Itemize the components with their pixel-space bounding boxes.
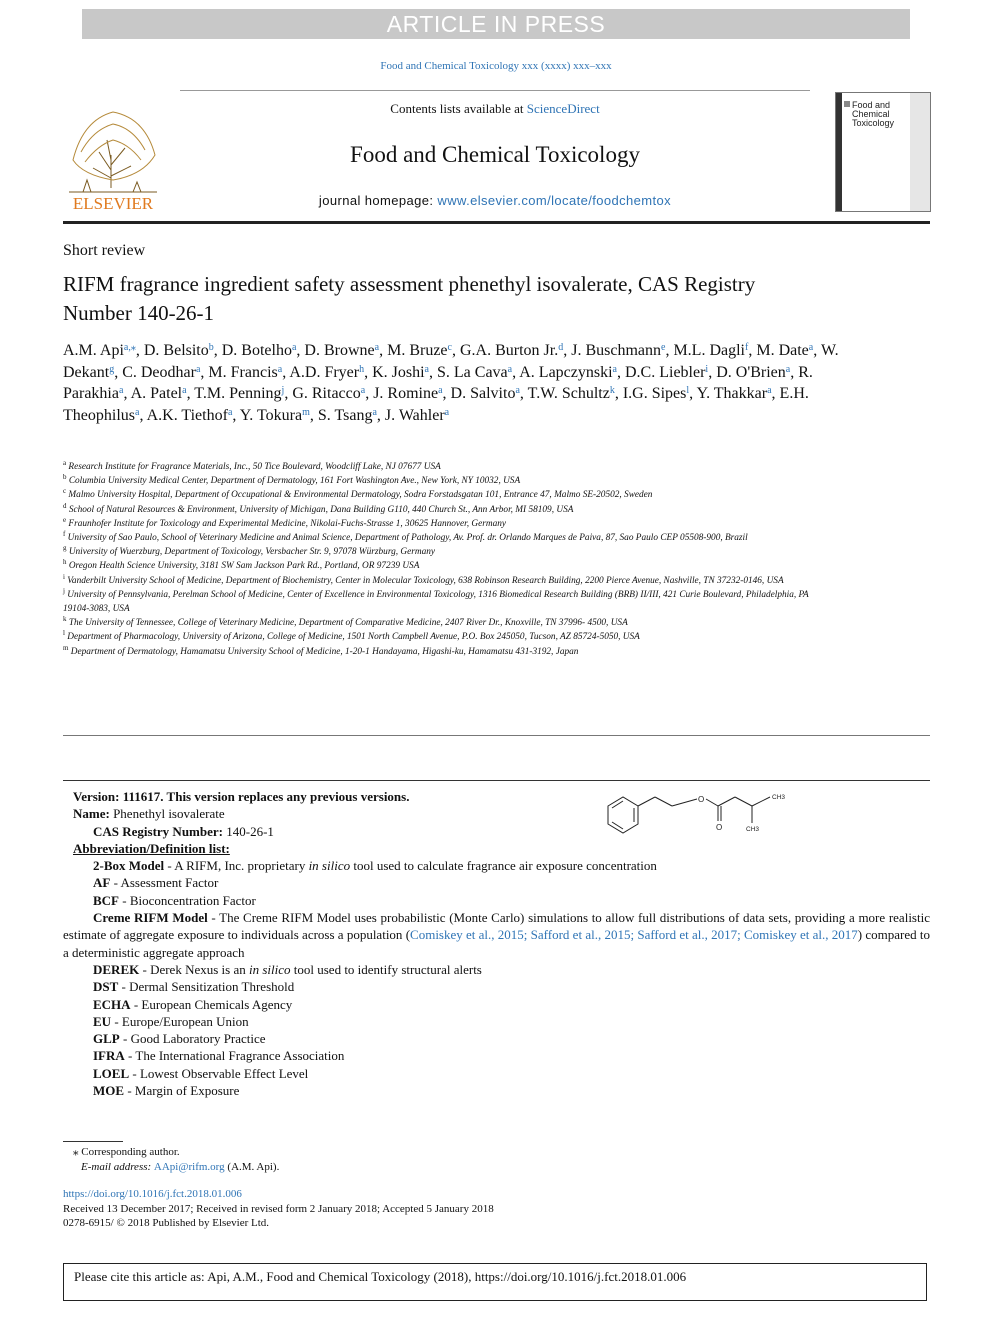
author-affiliation-mark[interactable]: d	[558, 342, 564, 353]
sciencedirect-link[interactable]: ScienceDirect	[526, 101, 600, 116]
affiliation-key: j	[63, 586, 65, 595]
cas-line	[63, 823, 930, 840]
abbreviation-item: LOEL - Lowest Observable Effect Level	[93, 1065, 309, 1081]
author-name[interactable]: Y. Thakkar	[696, 385, 768, 403]
author-affiliation-mark[interactable]: a	[182, 385, 187, 397]
author-affiliation-mark[interactable]: l	[686, 385, 690, 397]
author-affiliation-mark[interactable]: g	[109, 363, 115, 375]
author-name[interactable]: E.H. Theophilus	[63, 385, 809, 424]
journal-cover-thumbnail	[835, 92, 931, 212]
affiliation-key: k	[63, 615, 67, 624]
affiliation-item: $^k$ The University of Tennessee, College of Veterinary Medicine, Department of Comparative Medicine, 2407 River Dr., Knoxville, TN 37996- 4500, USA	[63, 615, 628, 629]
abbreviation-item: DST - Dermal Sensitization Threshold	[93, 979, 295, 995]
info-box	[63, 788, 930, 1099]
author-name[interactable]: T.M. Penning	[194, 385, 282, 403]
author-name[interactable]: Y. Tokura	[239, 406, 303, 424]
elsevier-logo	[63, 100, 163, 212]
author-affiliation-mark[interactable]: a	[195, 363, 201, 375]
affiliation-item: $^c$ Malmo University Hospital, Department of Occupational & Environmental Dermatology, Sodra Forstadsgatan 101, Entrance 47, Malmo SE-20502, Sweden	[63, 487, 653, 501]
author-name[interactable]: D. Botelho	[221, 342, 292, 359]
author-affiliation-mark[interactable]: k	[609, 385, 615, 397]
cas-value: 140-26-1	[226, 823, 274, 839]
author-name[interactable]: D. Browne	[304, 342, 375, 359]
author-name[interactable]: I.G. Sipes	[622, 385, 687, 403]
info-box-top-rule	[63, 780, 930, 781]
affiliation-item: $^a$ Research Institute for Fragrance Materials, Inc., 50 Tice Boulevard, Woodcliff Lake, NJ 07677 USA	[63, 458, 441, 472]
author-name[interactable]: S. La Cava	[437, 363, 508, 381]
author-name[interactable]: A.M. Api	[63, 342, 124, 359]
affiliation-item: $^f$ University of Sao Paulo, School of Veterinary Medicine and Animal Science, Department of Pathology, Av. Prof. dr. Orlando Marques de Paiva, 87, Sao Paulo CEP 05508-900, Brazil	[63, 529, 748, 544]
abbreviation-item: GLP - Good Laboratory Practice	[93, 1031, 266, 1047]
affiliation-key: b	[63, 473, 67, 482]
author-affiliation-mark[interactable]: f	[745, 342, 749, 353]
author-affiliation-mark[interactable]: a	[612, 363, 617, 375]
author-name[interactable]: C. Deodhar	[122, 363, 196, 381]
abbreviation-item: DEREK - Derek Nexus is an in silico tool used to identify structural alerts	[93, 961, 482, 977]
affiliation-key: g	[63, 544, 67, 553]
affiliation-item: $^m$ Department of Dermatology, Hamamatsu University School of Medicine, 1-20-1 Handayama, Higashi-ku, Hamamatsu 431-3192, Japan	[63, 643, 579, 657]
footnote-rule	[63, 1141, 123, 1142]
affiliation-item: $^j$ University of Pennsylvania, Perelman School of Medicine, Center of Excellence in Environmental Toxicology, 1316 Biomedical Research Building (BRB) II/III, 421 Curie Boulevard, Philadelphia, PA 19104-3083, USA	[63, 586, 809, 615]
cas-label: CAS Registry Number:	[93, 823, 223, 839]
elsevier-wordmark: ELSEVIER	[72, 194, 154, 212]
ether-oxygen-label: O	[698, 795, 705, 804]
author-affiliation-mark[interactable]: m	[302, 406, 310, 418]
email-suffix: (A.M. Api).	[224, 1161, 280, 1173]
author-name[interactable]: D. Salvito	[450, 385, 516, 403]
author-affiliation-mark[interactable]: a	[135, 406, 140, 418]
footnotes	[63, 1145, 763, 1175]
name-line	[63, 805, 930, 822]
author-affiliation-mark[interactable]: a	[785, 363, 791, 375]
author-name[interactable]: M.L. Dagli	[673, 342, 745, 359]
affiliation-key: l	[63, 629, 65, 638]
author-affiliation-mark[interactable]: a	[372, 406, 377, 418]
abbreviation-term: MOE	[93, 1083, 125, 1099]
header-top-rule	[180, 90, 810, 91]
author-affiliation-mark[interactable]: a	[227, 406, 233, 418]
journal-citation-link[interactable]: Food and Chemical Toxicology xxx (xxxx) xxx–xxx	[380, 60, 612, 72]
abbreviation-term: LOEL	[93, 1065, 130, 1081]
abbreviation-item: EU - Europe/European Union	[93, 1013, 249, 1029]
affiliation-key: c	[63, 487, 67, 496]
affiliation-item: $^b$ Columbia University Medical Center, Department of Dermatology, 161 Fort Washington Ave., New York, NY 10032, USA	[63, 473, 521, 487]
author-affiliation-mark[interactable]: a	[438, 385, 443, 397]
carbonyl-oxygen-label: O	[716, 823, 723, 832]
abbreviation-term: IFRA	[93, 1048, 125, 1064]
cover-logo-icon	[844, 101, 850, 107]
author-affiliation-mark[interactable]: a	[515, 385, 520, 397]
author-name[interactable]: S. Tsang	[317, 406, 373, 424]
author-affiliation-mark[interactable]: a	[118, 385, 124, 397]
author-name[interactable]: M. Francis	[208, 363, 278, 381]
article-dates	[63, 1187, 763, 1231]
abbreviation-item: IFRA - The International Fragrance Association	[93, 1048, 345, 1064]
affiliation-item: $^e$ Fraunhofer Institute for Toxicology and Experimental Medicine, Nikolai-Fuchs-Strasse 1, 30625 Hannover, Germany	[63, 515, 507, 529]
affiliation-key: f	[63, 529, 66, 538]
homepage-link[interactable]: www.elsevier.com/locate/foodchemtox	[437, 193, 672, 208]
author-name[interactable]: A.D. Fryer	[289, 363, 360, 381]
abbreviation-term: GLP	[93, 1031, 120, 1047]
author-affiliation-mark[interactable]: i	[705, 363, 709, 375]
author-name[interactable]: M. Date	[756, 342, 809, 359]
author-affiliation-mark[interactable]: a	[424, 363, 429, 375]
author-affiliation-mark[interactable]: a	[291, 342, 297, 353]
abbreviation-item: BCF - Bioconcentration Factor	[93, 892, 256, 908]
author-name[interactable]: W. Dekant	[63, 342, 839, 381]
affiliation-item: $^l$ Department of Pharmacology, University of Arizona, College of Medicine, 1501 North Campbell Avenue, P.O. Box 245050, Tucson, AZ 85724-5050, USA	[63, 629, 640, 643]
author-name[interactable]: J. Buschmann	[571, 342, 661, 359]
copyright-line: 0278-6915/ © 2018 Published by Elsevier Ltd.	[63, 1217, 270, 1230]
affiliation-key: h	[63, 558, 67, 567]
affiliation-item: $^g$ University of Wuerzburg, Department of Toxicology, Versbacher Str. 9, 97078 Würzburg, Germany	[63, 544, 435, 558]
author-name[interactable]: D. Belsito	[143, 342, 209, 359]
name-value: Phenethyl isovalerate	[113, 806, 225, 822]
author-name[interactable]: T.W. Schultz	[527, 385, 610, 403]
contents-line	[180, 101, 810, 117]
author-name[interactable]: G. Ritacco	[292, 385, 361, 403]
abbreviation-term: BCF	[93, 892, 119, 908]
author-affiliation-mark[interactable]: a,⁎	[123, 342, 136, 353]
received-dates: Received 13 December 2017; Received in revised form 2 January 2018; Accepted 5 January 2018	[63, 1202, 494, 1215]
author-affiliation-mark[interactable]: a	[808, 342, 814, 353]
cover-title: Food and Chemical Toxicology	[852, 100, 895, 128]
author-affiliation-mark[interactable]: a	[360, 385, 366, 397]
article-title: RIFM fragrance ingredient safety assessment phenethyl isovalerate, CAS Registry Number 140-26-1	[63, 272, 756, 325]
affiliation-item: $^i$ Vanderbilt University School of Medicine, Department of Biochemistry, Center in Molecular Toxicology, 638 Robinson Research Building, 2200 Pierce Avenue, Nashville, TN 37232-0146, USA	[63, 572, 784, 586]
doi-link[interactable]: https://doi.org/10.1016/j.fct.2018.01.006	[63, 1188, 242, 1200]
affiliation-key: d	[63, 501, 67, 510]
section-rule	[63, 735, 930, 736]
abbreviation-term: DST	[93, 979, 119, 995]
email-link[interactable]: AApi@rifm.org	[153, 1161, 225, 1173]
citation-links[interactable]: Comiskey et al., 2015; Safford et al., 2015; Safford et al., 2017; Comiskey et al., 2017	[410, 927, 858, 943]
corresponding-author-note: ⁎ Corresponding author.	[73, 1146, 180, 1158]
contents-prefix: Contents lists available at	[390, 101, 527, 116]
journal-title: Food and Chemical Toxicology	[350, 142, 640, 167]
author-name[interactable]: J. Romine	[373, 385, 439, 403]
abbreviation-term: EU	[93, 1013, 112, 1029]
version-line: Version: 111617. This version replaces any previous versions.	[73, 789, 410, 804]
abbreviation-item: 2-Box Model - A RIFM, Inc. proprietary in silico tool used to calculate fragrance air exposure concentration	[93, 858, 657, 874]
author-name[interactable]: G.A. Burton Jr.	[459, 342, 559, 359]
affiliation-item: $^d$ School of Natural Resources & Environment, University of Michigan, Dana Building G110, 440 Church St., Ann Arbor, MI 58109, USA	[63, 501, 574, 515]
email-line	[63, 1160, 763, 1175]
author-name[interactable]: A.K. Tiethof	[146, 406, 228, 424]
author-name[interactable]: D. O'Brien	[716, 363, 786, 381]
journal-homepage	[180, 193, 810, 208]
author-affiliation-mark[interactable]: e	[661, 342, 666, 353]
author-name[interactable]: A. Lapczynski	[519, 363, 613, 381]
author-name[interactable]: J. Wahler	[384, 406, 445, 424]
abbreviation-term: Creme RIFM Model	[93, 910, 208, 926]
affiliation-key: m	[63, 643, 69, 652]
abbreviation-term: ECHA	[93, 996, 131, 1012]
affiliation-key: a	[63, 458, 67, 467]
affiliation-key: e	[63, 515, 67, 524]
author-affiliation-mark[interactable]: b	[208, 342, 214, 353]
author-affiliation-mark[interactable]: h	[359, 363, 365, 375]
header-bottom-rule	[63, 221, 930, 224]
abbreviation-item-creme: Creme RIFM Model - The Creme RIFM Model uses probabilistic (Monte Carlo) simulations to allow full distributions of data sets, providing a more realistic estimate of aggregate exposure to individuals across a population (Comiskey et al., 2015; Safford et al., 2015; Safford et al., 2017; Comiskey et al., 2017) compared to a deterministic aggregate approach	[63, 910, 930, 960]
author-name[interactable]: A. Patel	[130, 385, 183, 403]
cite-this-article-box: Please cite this article as: Api, A.M., Food and Chemical Toxicology (2018), https://doi.org/10.1016/j.fct.2018.01.006	[63, 1263, 927, 1301]
abbreviation-term: DEREK	[93, 961, 140, 977]
author-affiliation-mark[interactable]: a	[767, 385, 772, 397]
abbreviation-item: MOE - Margin of Exposure	[93, 1083, 240, 1099]
author-affiliation-mark[interactable]: a	[444, 406, 450, 418]
author-affiliation-mark[interactable]: a	[277, 363, 283, 375]
abbreviation-heading: Abbreviation/Definition list:	[73, 840, 230, 856]
homepage-prefix: journal homepage:	[318, 193, 438, 208]
methyl-label-top: CH3	[772, 794, 786, 801]
author-name[interactable]: R. Parakhia	[63, 363, 813, 403]
name-label: Name:	[73, 806, 110, 822]
author-affiliation-mark[interactable]: a	[507, 363, 513, 375]
article-type: Short review	[63, 242, 146, 259]
affiliation-item: $^h$ Oregon Health Science University, 3181 SW Sam Jackson Park Rd., Portland, OR 97239 USA	[63, 558, 420, 572]
author-name[interactable]: K. Joshi	[372, 363, 425, 381]
abbreviation-item: ECHA - European Chemicals Agency	[93, 996, 293, 1012]
author-list: A.M. Api$^{a,⁎}$, D. Belsito$^b$, D. Botelho$^a$, D. Browne$^a$, M. Bruze$^c$, G.A. Burton Jr.$^d$, J. Buschmann$^e$, M.L. Dagli$^f$, M. Date$^a$, W. Dekant$^g$, C. Deodhar$^a$, M. Francis$^a$, A.D. Fryer$^h$, K. Joshi$^a$, S. La Cava$^a$, A. Lapczynski$^a$, D.C. Liebler$^i$, D. O'Brien$^a$, R. Parakhia$^a$, A. Patel$^a$, T.M. Penning$^j$, G. Ritacco$^a$, J. Romine$^a$, D. Salvito$^a$, T.W. Schultz$^k$, I.G. Sipes$^l$, Y. Thakkar$^a$, E.H. Theophilus$^a$, A.K. Tiethof$^a$, Y. Tokura$^m$, S. Tsang$^a$, J. Wahler$^a$	[63, 342, 839, 424]
author-name[interactable]: M. Bruze	[387, 342, 448, 359]
abbreviation-term: 2-Box Model	[93, 858, 165, 874]
abbreviation-term: AF	[93, 875, 111, 891]
affiliation-list	[63, 460, 823, 659]
article-in-press-banner: ARTICLE IN PRESS	[82, 9, 910, 39]
author-name[interactable]: D.C. Liebler	[625, 363, 706, 381]
author-affiliation-mark[interactable]: c	[447, 342, 452, 353]
methyl-label-bottom: CH3	[746, 826, 760, 833]
affiliation-key: i	[63, 572, 65, 581]
abbreviation-list	[63, 857, 930, 1099]
author-affiliation-mark[interactable]: j	[281, 385, 285, 397]
email-label: E-mail address:	[81, 1161, 154, 1173]
author-affiliation-mark[interactable]: a	[374, 342, 380, 353]
abbreviation-item: AF - Assessment Factor	[93, 875, 219, 891]
